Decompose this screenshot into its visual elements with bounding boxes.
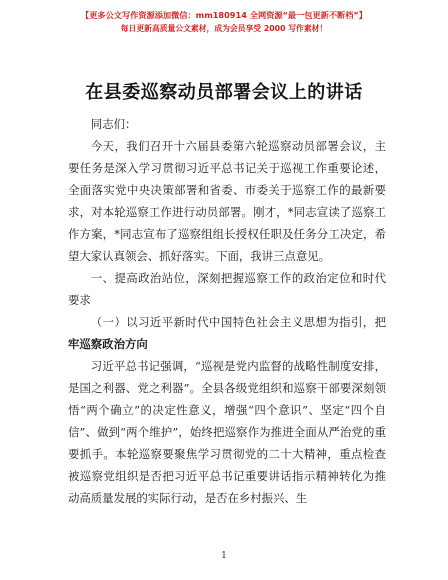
- section-heading-1: 一、提高政治站位，深刻把握巡察工作的政治定位和时代要求: [68, 271, 386, 307]
- subheading-1: [68, 311, 386, 355]
- subheading-1-bold: 牢巡察政治方向: [68, 337, 148, 351]
- document-body: [68, 113, 386, 509]
- promo-banner-line-1: 【更多公文写作资源添加微信：mm180914 全网资源“最一包更新不断档”】: [81, 10, 367, 20]
- page-number: 1: [221, 551, 227, 561]
- document-title: 在县委巡察动员部署会议上的讲话: [85, 82, 363, 103]
- paragraph-body: 习近平总书记强调，“巡视是党内监督的战略性制度安排，是国之利器、党之利器”。全县各级党组织和巡察干部要深刻领悟“两个确立”的决定性意义，增强“四个意识”、坚定“四个自信”、做到“两个维护”，始终把巡察作为推进全面从严治党的重要抓手。本轮巡察要聚焦学习贯彻党的二十大精神，重点检查被巡察党组织是否把习近平总书记重要讲话指示精神转化为推动高质量发展的实际行动，是否在乡村振兴、生: [68, 359, 386, 505]
- paragraph-opening: 今天，我们召开十六届县委第六轮巡察动员部署会议，主要任务是深入学习贯彻习近平总书记关于巡视工作重要论述，全面落实党中央决策部署和省委、市委关于巡察工作的最新要求，对本轮巡察工作进行动员部署。刚才，*同志宣读了巡察工作方案，*同志宣布了巡察组组长授权任职及任务分工决定，希望大家认真领会、抓好落实。下面，我讲三点意见。: [68, 139, 386, 263]
- subheading-1-intro: （一）以习近平新时代中国特色社会主义思想为指引，把: [90, 315, 386, 329]
- salutation: 同志们：: [90, 117, 137, 131]
- promo-banner-line-2: 每日更新高质量公文素材，成为会员享受 2000 写作素材！: [120, 24, 328, 33]
